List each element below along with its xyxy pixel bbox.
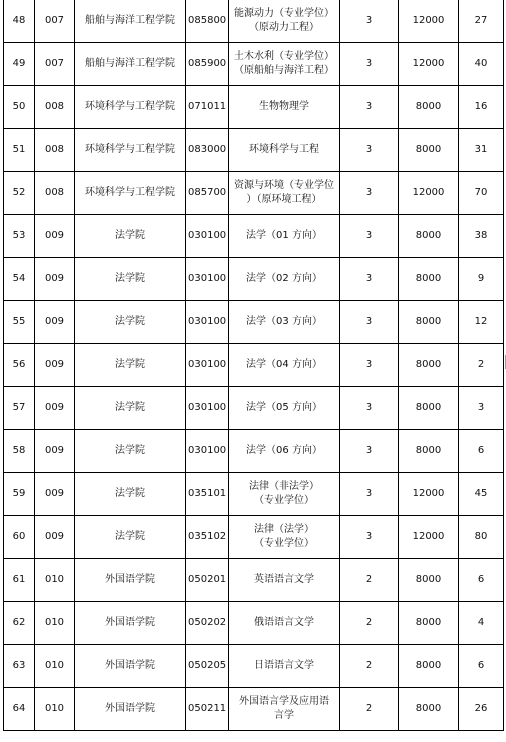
school-name-cell: 外国语学院	[75, 559, 186, 602]
tuition-fee-cell: 8000	[399, 129, 459, 172]
major-code-cell: 085700	[186, 172, 229, 215]
study-years-cell: 2	[340, 688, 399, 731]
row-number-cell: 58	[4, 430, 35, 473]
major-name-line: 法学（01 方向）	[246, 230, 322, 241]
school-code-cell: 010	[35, 559, 75, 602]
major-name-cell	[229, 43, 340, 86]
major-name-cell	[229, 430, 340, 473]
major-name-line: （专业学位）	[254, 495, 314, 506]
row-number-cell: 51	[4, 129, 35, 172]
enrollment-quota-cell: 26	[459, 688, 504, 731]
major-name-cell	[229, 688, 340, 731]
study-years-cell: 3	[340, 258, 399, 301]
row-number-cell: 59	[4, 473, 35, 516]
school-code-cell: 009	[35, 473, 75, 516]
enrollment-quota-cell: 27	[459, 0, 504, 43]
table-row	[4, 215, 504, 258]
tuition-fee-cell: 8000	[399, 602, 459, 645]
major-name-cell	[229, 645, 340, 688]
table-row	[4, 430, 504, 473]
major-code-cell: 050201	[186, 559, 229, 602]
major-code-cell: 085800	[186, 0, 229, 43]
school-code-cell: 009	[35, 258, 75, 301]
major-name-cell	[229, 0, 340, 43]
major-name-line: 生物物理学	[259, 101, 309, 112]
major-name-line: 俄语语言文学	[254, 617, 314, 628]
study-years-cell: 3	[340, 344, 399, 387]
major-code-cell: 030100	[186, 387, 229, 430]
enrollment-quota-cell: 9	[459, 258, 504, 301]
major-name-line: （专业学位）	[254, 538, 314, 549]
school-name-cell: 法学院	[75, 301, 186, 344]
major-name-cell	[229, 473, 340, 516]
major-name-line: 法律（非法学）	[249, 481, 319, 492]
table-row	[4, 516, 504, 559]
table-row	[4, 258, 504, 301]
tuition-fee-cell: 12000	[399, 172, 459, 215]
enrollment-quota-cell: 2	[459, 344, 504, 387]
tuition-fee-cell: 8000	[399, 387, 459, 430]
school-name-cell: 法学院	[75, 215, 186, 258]
study-years-cell: 3	[340, 86, 399, 129]
school-name-cell: 外国语学院	[75, 688, 186, 731]
major-name-cell	[229, 129, 340, 172]
enrollment-quota-cell: 4	[459, 602, 504, 645]
table-row	[4, 473, 504, 516]
enrollment-quota-cell: 6	[459, 559, 504, 602]
school-name-cell: 环境科学与工程学院	[75, 86, 186, 129]
tuition-fee-cell: 8000	[399, 301, 459, 344]
major-name-line: 法学（02 方向）	[246, 273, 322, 284]
row-number-cell: 56	[4, 344, 35, 387]
row-number-cell: 55	[4, 301, 35, 344]
row-number-cell: 54	[4, 258, 35, 301]
row-number-cell: 60	[4, 516, 35, 559]
major-name-cell	[229, 215, 340, 258]
study-years-cell: 3	[340, 473, 399, 516]
school-name-cell: 法学院	[75, 344, 186, 387]
major-name-line: （原动力工程）	[249, 22, 319, 33]
enrollment-quota-cell: 38	[459, 215, 504, 258]
school-code-cell: 010	[35, 602, 75, 645]
tuition-fee-cell: 8000	[399, 688, 459, 731]
row-number-cell: 52	[4, 172, 35, 215]
school-name-cell: 法学院	[75, 258, 186, 301]
tuition-fee-cell: 8000	[399, 430, 459, 473]
study-years-cell: 3	[340, 172, 399, 215]
tuition-fee-cell: 8000	[399, 559, 459, 602]
major-name-cell	[229, 516, 340, 559]
enrollment-quota-cell: 3	[459, 387, 504, 430]
school-code-cell: 009	[35, 215, 75, 258]
table-row	[4, 559, 504, 602]
table-row	[4, 43, 504, 86]
school-code-cell: 007	[35, 43, 75, 86]
major-code-cell: 030100	[186, 301, 229, 344]
school-name-cell: 环境科学与工程学院	[75, 172, 186, 215]
school-code-cell: 008	[35, 129, 75, 172]
major-name-line: （原船舶与海洋工程）	[234, 65, 334, 76]
major-name-cell	[229, 344, 340, 387]
enrollment-quota-cell: 16	[459, 86, 504, 129]
tuition-fee-cell: 12000	[399, 0, 459, 43]
school-code-cell: 010	[35, 645, 75, 688]
enrollment-quota-cell: 6	[459, 430, 504, 473]
school-name-cell: 外国语学院	[75, 645, 186, 688]
study-years-cell: 2	[340, 559, 399, 602]
tuition-fee-cell: 12000	[399, 473, 459, 516]
tuition-fee-cell: 12000	[399, 43, 459, 86]
major-name-line: 法学（04 方向）	[246, 359, 322, 370]
school-code-cell: 009	[35, 301, 75, 344]
study-years-cell: 3	[340, 215, 399, 258]
tuition-fee-cell: 12000	[399, 516, 459, 559]
table-row	[4, 129, 504, 172]
table-row	[4, 645, 504, 688]
major-name-line: 土木水利（专业学位）	[234, 51, 334, 62]
study-years-cell: 3	[340, 301, 399, 344]
table-body	[4, 0, 504, 731]
row-number-cell: 49	[4, 43, 35, 86]
tuition-fee-cell: 8000	[399, 645, 459, 688]
enrollment-quota-cell: 80	[459, 516, 504, 559]
major-code-cell: 085900	[186, 43, 229, 86]
table-row	[4, 344, 504, 387]
study-years-cell: 3	[340, 516, 399, 559]
school-name-cell: 外国语学院	[75, 602, 186, 645]
major-name-line: 英语语言文学	[254, 574, 314, 585]
major-name-line: 法律（法学）	[254, 524, 314, 535]
school-code-cell: 007	[35, 0, 75, 43]
table-row	[4, 86, 504, 129]
table-row	[4, 0, 504, 43]
major-name-line: 日语语言文学	[254, 660, 314, 671]
major-name-line: 法学（06 方向）	[246, 445, 322, 456]
school-name-cell: 法学院	[75, 516, 186, 559]
tuition-fee-cell: 8000	[399, 215, 459, 258]
row-number-cell: 64	[4, 688, 35, 731]
school-name-cell: 法学院	[75, 473, 186, 516]
school-code-cell: 009	[35, 430, 75, 473]
major-name-cell	[229, 559, 340, 602]
row-number-cell: 48	[4, 0, 35, 43]
major-name-line: 法学（03 方向）	[246, 316, 322, 327]
school-name-cell: 法学院	[75, 387, 186, 430]
row-number-cell: 53	[4, 215, 35, 258]
major-code-cell: 030100	[186, 430, 229, 473]
enrollment-quota-cell: 45	[459, 473, 504, 516]
enrollment-quota-cell: 12	[459, 301, 504, 344]
major-name-line: 外国语言学及应用语	[239, 696, 329, 707]
table-row	[4, 301, 504, 344]
school-code-cell: 009	[35, 387, 75, 430]
tuition-fee-cell: 8000	[399, 86, 459, 129]
enrollment-quota-cell: 31	[459, 129, 504, 172]
school-name-cell: 船舶与海洋工程学院	[75, 43, 186, 86]
major-name-cell	[229, 172, 340, 215]
study-years-cell: 3	[340, 43, 399, 86]
school-name-cell: 船舶与海洋工程学院	[75, 0, 186, 43]
table-row	[4, 172, 504, 215]
study-years-cell: 3	[340, 129, 399, 172]
school-code-cell: 009	[35, 516, 75, 559]
study-years-cell: 3	[340, 387, 399, 430]
school-code-cell: 010	[35, 688, 75, 731]
major-name-line: 能源动力（专业学位）	[234, 8, 334, 19]
major-name-line: 环境科学与工程	[249, 144, 319, 155]
major-name-cell	[229, 86, 340, 129]
row-number-cell: 63	[4, 645, 35, 688]
major-code-cell: 050202	[186, 602, 229, 645]
school-code-cell: 008	[35, 172, 75, 215]
row-number-cell: 50	[4, 86, 35, 129]
major-code-cell: 083000	[186, 129, 229, 172]
table-row	[4, 387, 504, 430]
major-code-cell: 071011	[186, 86, 229, 129]
tuition-fee-cell: 8000	[399, 344, 459, 387]
major-name-line: ）（原环境工程）	[246, 194, 322, 205]
study-years-cell: 2	[340, 645, 399, 688]
school-code-cell: 009	[35, 344, 75, 387]
table-row	[4, 688, 504, 731]
major-code-cell: 050211	[186, 688, 229, 731]
major-code-cell: 035101	[186, 473, 229, 516]
school-name-cell: 环境科学与工程学院	[75, 129, 186, 172]
study-years-cell: 3	[340, 0, 399, 43]
admissions-table	[3, 0, 504, 731]
study-years-cell: 2	[340, 602, 399, 645]
major-code-cell: 035102	[186, 516, 229, 559]
enrollment-quota-cell: 6	[459, 645, 504, 688]
tuition-fee-cell: 8000	[399, 258, 459, 301]
major-name-cell	[229, 301, 340, 344]
major-name-cell	[229, 602, 340, 645]
row-number-cell: 57	[4, 387, 35, 430]
major-name-line: 言学	[274, 710, 294, 721]
major-code-cell: 030100	[186, 215, 229, 258]
school-code-cell: 008	[35, 86, 75, 129]
enrollment-quota-cell: 70	[459, 172, 504, 215]
major-code-cell: 050205	[186, 645, 229, 688]
major-name-line: 资源与环境（专业学位	[234, 180, 334, 191]
table-row	[4, 602, 504, 645]
major-code-cell: 030100	[186, 344, 229, 387]
enrollment-quota-cell: 40	[459, 43, 504, 86]
major-name-cell	[229, 258, 340, 301]
study-years-cell: 3	[340, 430, 399, 473]
school-name-cell: 法学院	[75, 430, 186, 473]
row-number-cell: 62	[4, 602, 35, 645]
major-name-line: 法学（05 方向）	[246, 402, 322, 413]
major-name-cell	[229, 387, 340, 430]
row-number-cell: 61	[4, 559, 35, 602]
major-code-cell: 030100	[186, 258, 229, 301]
